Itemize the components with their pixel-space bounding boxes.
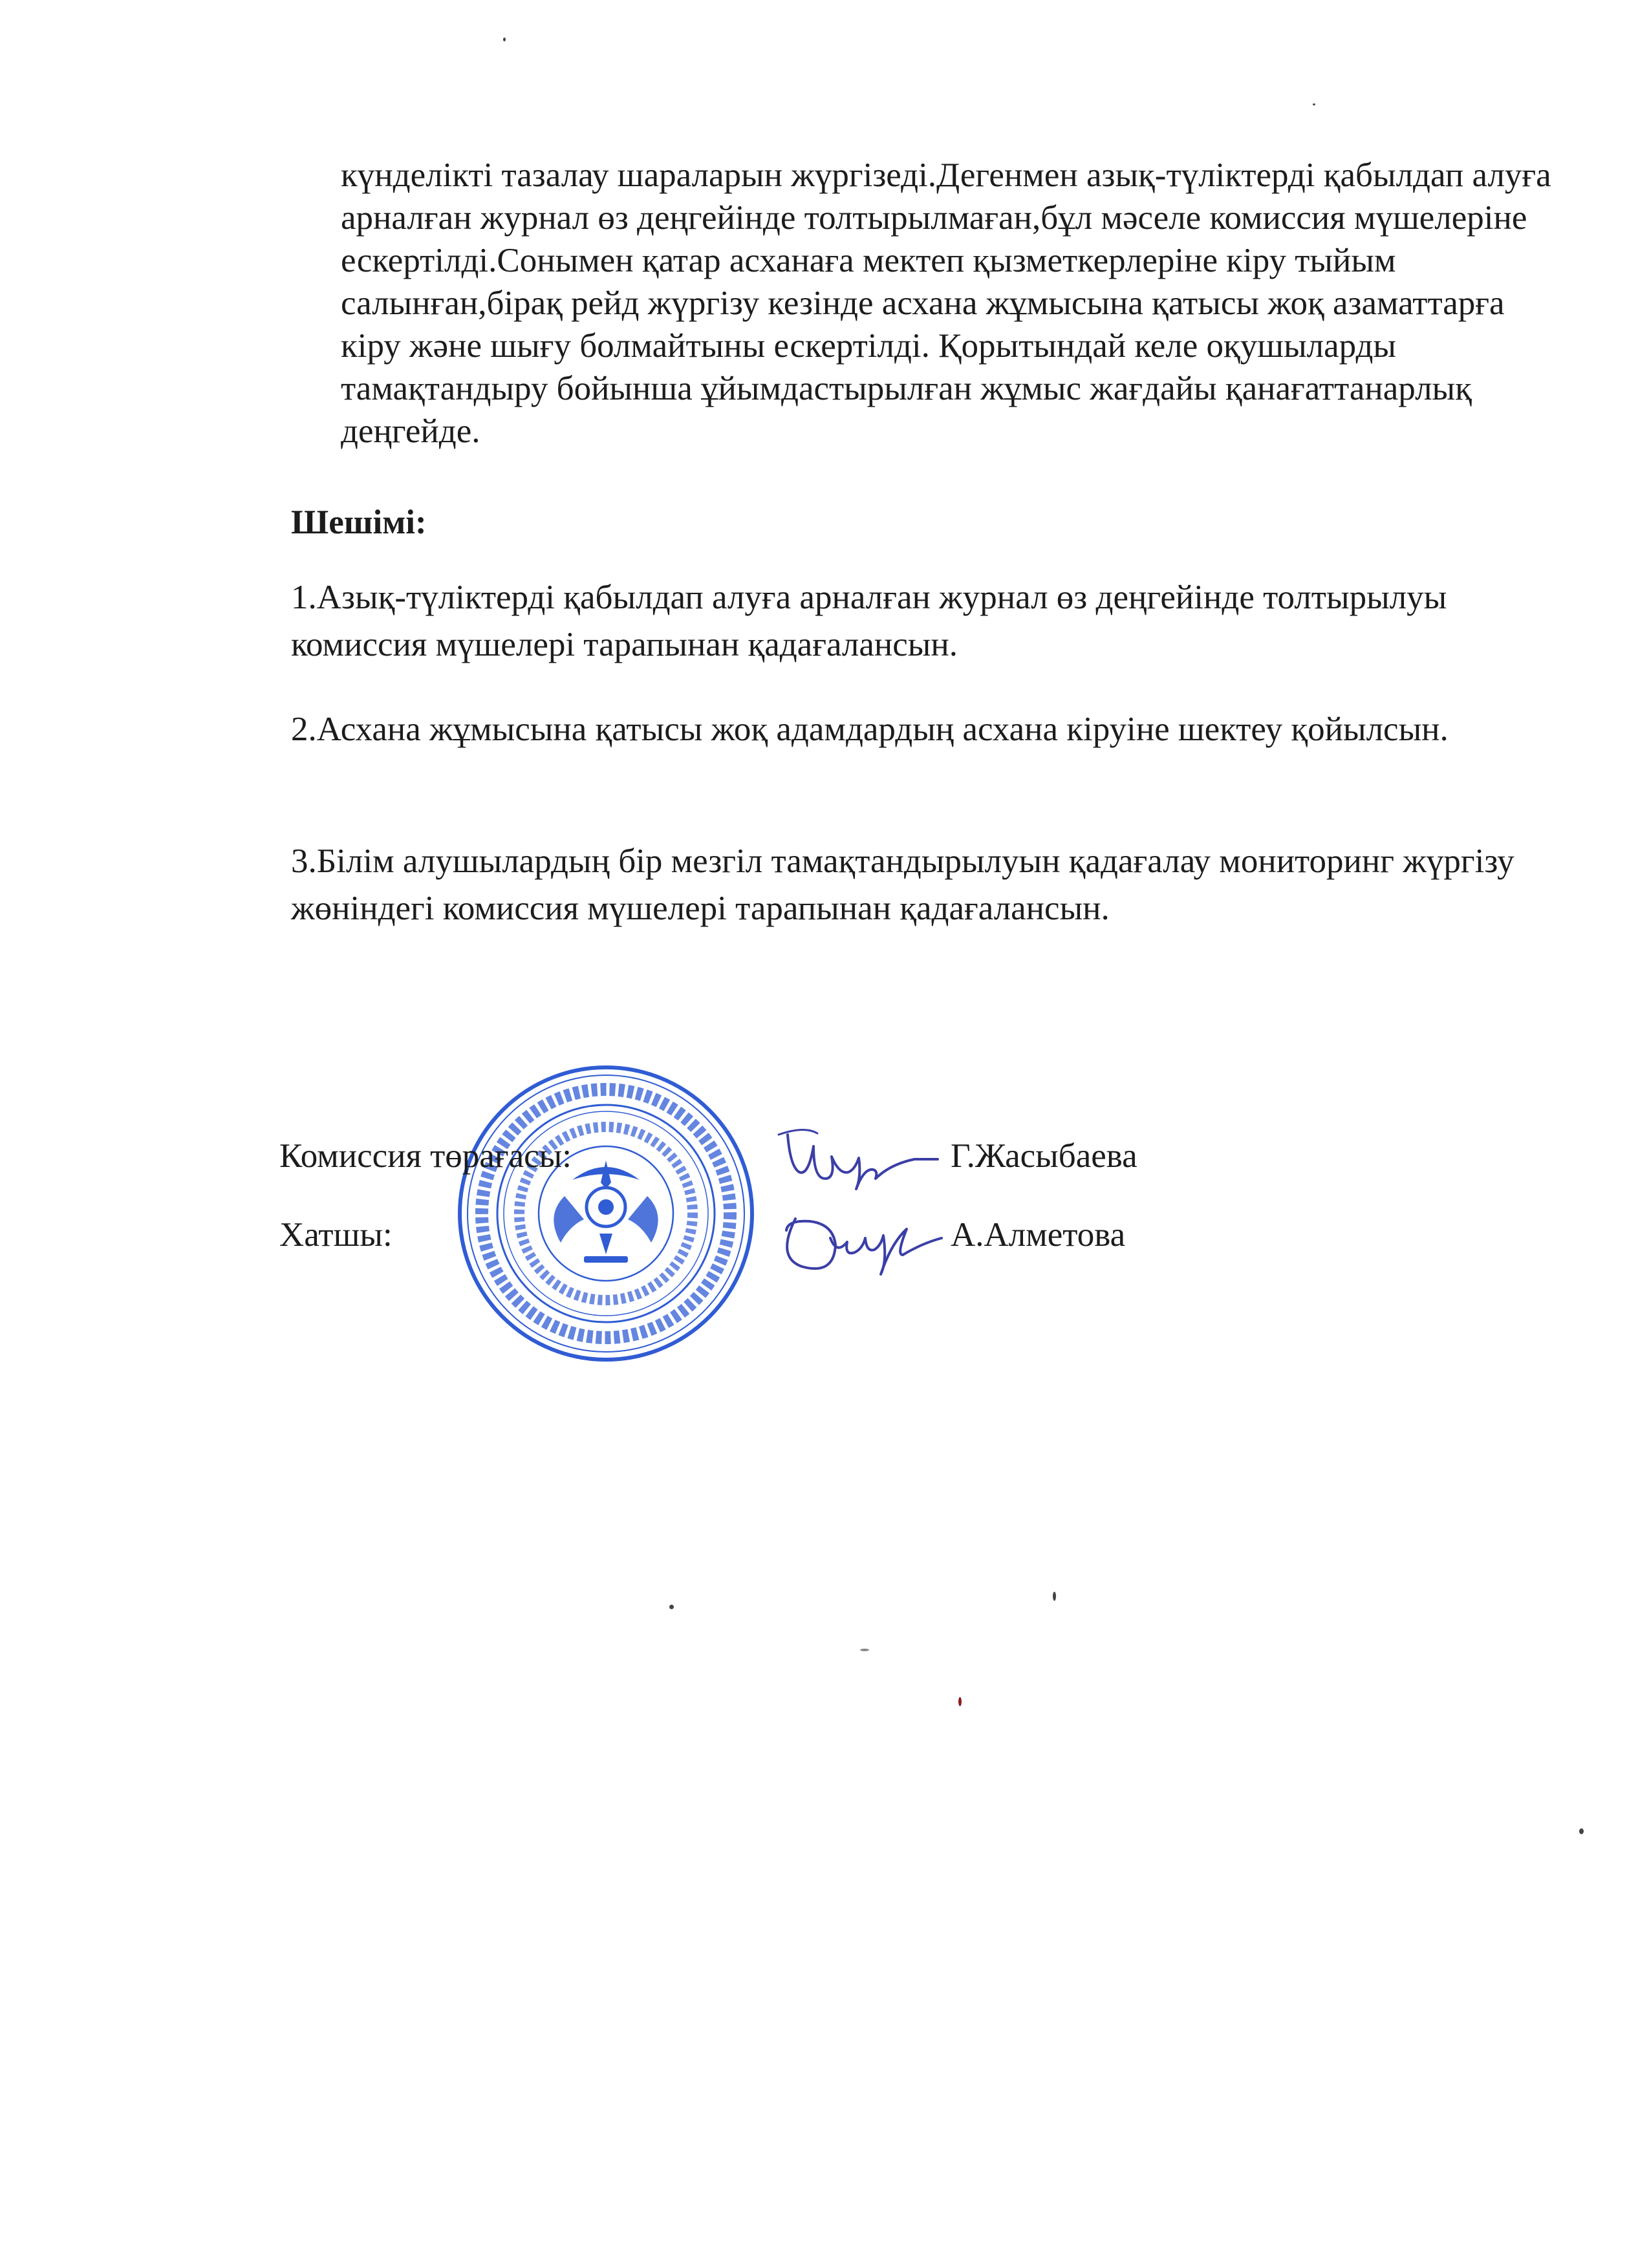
chair-signature (776, 1122, 957, 1193)
official-stamp (456, 1064, 757, 1364)
scan-speck (958, 1697, 962, 1706)
scan-speck (669, 1605, 674, 1609)
scan-speck (1579, 1828, 1584, 1834)
decision-item-2: 2.Асхана жұмысына қатысы жоқ адамдардың асхана кіруіне шектеу қойылсын. (291, 711, 1449, 748)
decision-item-3: 3.Білім алушылардың бір мезгіл тамақтандырылуын қадағалау мониторинг жүргізу жөніндегі комиссия мүшелері тарапынан қадағалансын. (291, 842, 1514, 927)
chair-name: Г.Жасыбаева (951, 1137, 1137, 1175)
scan-speck (503, 37, 506, 41)
secretary-label: Хатшы: (279, 1216, 393, 1254)
state-emblem (554, 1161, 658, 1263)
body-paragraph: күнделікті тазалау шараларын жүргізеді.Дегенмен азық-түліктерді қабылдап алуға арналған журнал өз деңгейінде толтырылмаған,бұл мәселе комиссия мүшелеріне ескертілді.Сонымен қатар асханаға мектеп қызметкерлеріне кіру тыйым салынған,бірақ рейд жүргізу кезінде асхана жұмысына қатысы жоқ азаматтарға кіру және шығу болмайтыны ескертілді. Қорытындай келе оқушыларды тамақтандыру бойынша ұйымдастырылған жұмыс жағдайы қанағаттанарлық деңгейде. (341, 156, 1551, 450)
decision-heading: Шешімі: (291, 504, 427, 541)
scan-speck (1313, 103, 1315, 105)
chair-label: Комиссия төрағасы: (279, 1137, 572, 1175)
scan-speck (1053, 1592, 1056, 1601)
secretary-name: А.Алметова (951, 1216, 1126, 1254)
decision-item-1: 1.Азық-түліктерді қабылдап алуға арналған журнал өз деңгейінде толтырылуы комиссия мүшелері тарапынан қадағалансын. (291, 579, 1447, 663)
secretary-signature (776, 1199, 957, 1277)
scan-speck (860, 1649, 869, 1651)
